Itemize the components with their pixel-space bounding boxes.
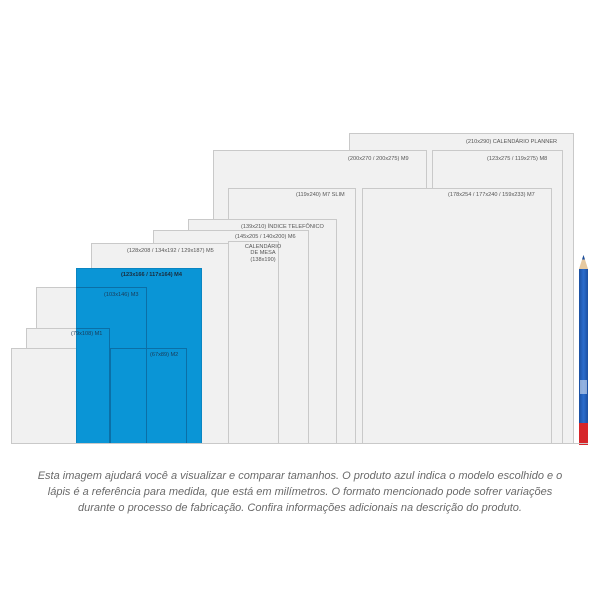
sheet-m7: [362, 188, 552, 444]
label-m4: (123x166 / 117x164) M4: [121, 272, 182, 278]
label-m1: (79x108) M1: [71, 331, 103, 337]
label-m2: (67x89) M2: [150, 352, 179, 358]
label-m3: (103x146) M3: [104, 292, 139, 298]
pencil-end-band: [579, 423, 588, 445]
label-calendario-planner: (210x290) CALENDÁRIO PLANNER: [466, 139, 558, 145]
label-m7-slim: (119x240) M7 SLIM: [296, 192, 345, 198]
pencil-tip-icon: [579, 255, 588, 269]
sheet-calendario-de-mesa: [228, 241, 282, 444]
sheet-smallest: [11, 348, 83, 444]
label-m8: (123x275 / 119x275) M8: [487, 156, 548, 162]
baseline-divider: [11, 443, 588, 444]
label-indice-telefonico: (139x210) ÍNDICE TELEFÔNICO: [241, 224, 324, 230]
sheet-m1-outline: [76, 328, 110, 444]
label-calendario-de-mesa-line3: (138x190): [250, 256, 276, 263]
pencil-brand-mark: [580, 380, 587, 394]
label-m7: (178x254 / 177x240 / 159x233) M7: [448, 192, 535, 198]
sheet-m2: [110, 348, 187, 444]
caption-text: Esta imagem ajudará você a visualizar e comparar tamanhos. O produto azul indica o modelo escolhido e o lápis é a referência para medida, que está em milímetros. O formato mencionado pode sofrer variações durante o processo de fabricação. Confira informações adicionais na descrição do produto.: [37, 470, 563, 514]
label-calendario-de-mesa: [238, 244, 288, 263]
label-calendario-de-mesa-line1: CALENDÁRIO: [244, 244, 282, 250]
pencil-body: [579, 269, 588, 445]
label-m5: (128x208 / 134x192 / 129x187) M5: [127, 248, 214, 254]
label-m6: (145x205 / 140x200) M6: [235, 234, 296, 240]
label-calendario-de-mesa-line2: DE MESA: [250, 250, 276, 257]
label-m9: (200x270 / 200x275) M9: [348, 156, 409, 162]
pencil-reference-icon: [579, 255, 588, 445]
